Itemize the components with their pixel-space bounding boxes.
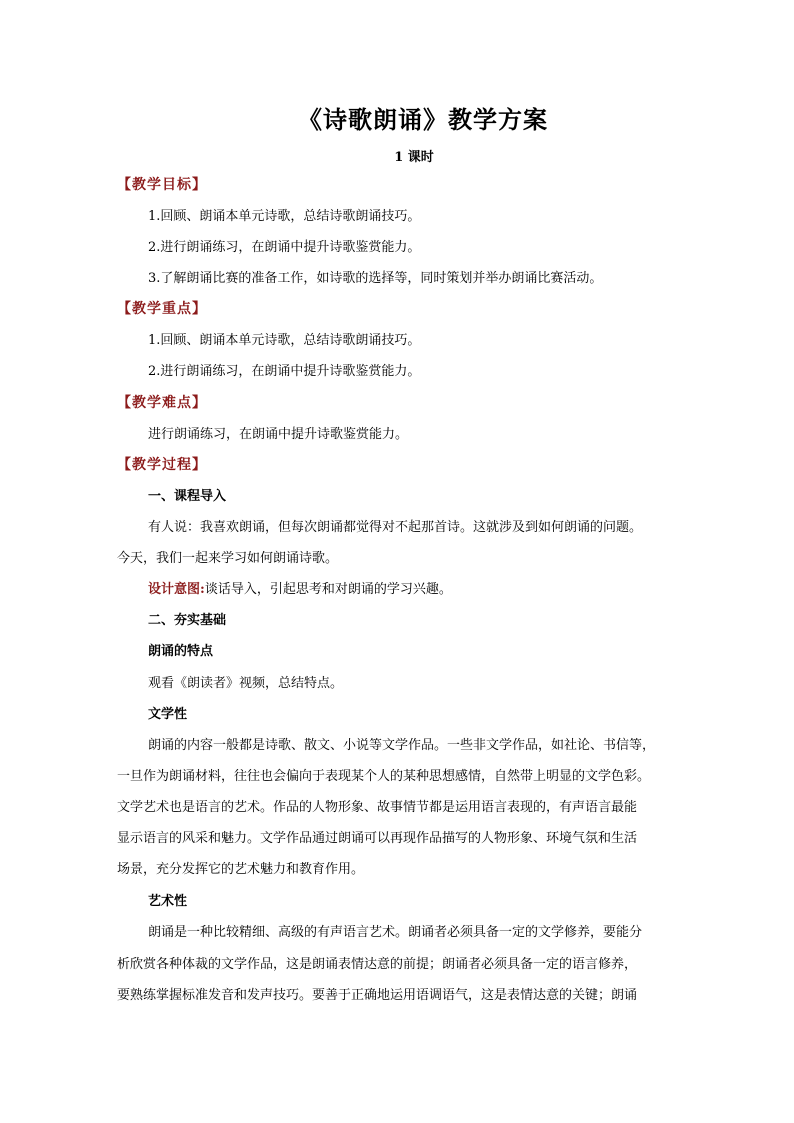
section-heading-difficulties: 【教学难点】 [117, 395, 207, 411]
key-point-item: 2.进行朗诵练习，在朗诵中提升诗歌鉴赏能力。 [148, 364, 421, 379]
literary-paragraph-line: 一旦作为朗诵材料，往往也会偏向于表现某个人的某种思想感情，自然带上明显的文学色彩。 [117, 769, 651, 784]
process-part2-heading: 二、夯实基础 [148, 613, 227, 628]
key-point-item: 1.回顾、朗诵本单元诗歌，总结诗歌朗诵技巧。 [148, 333, 421, 348]
design-intent-text: 谈话导入，引起思考和对朗诵的学习兴趣。 [204, 582, 452, 597]
literary-paragraph-line: 显示语言的风采和魅力。文学作品通过朗诵可以再现作品描写的人物形象、环境气氛和生活 [117, 831, 638, 846]
intro-paragraph-line: 今天，我们一起来学习如何朗诵诗歌。 [117, 551, 339, 566]
recitation-features-heading: 朗诵的特点 [148, 644, 214, 659]
recitation-features-text: 观看《朗读者》视频，总结特点。 [148, 676, 344, 691]
process-part1-heading: 一、课程导入 [148, 489, 227, 504]
artistic-paragraph-line: 要熟练掌握标准发音和发声技巧。要善于正确地运用语调语气，这是表情达意的关键；朗诵 [117, 988, 638, 1003]
literary-paragraph-line: 文学艺术也是语言的艺术。作品的人物形象、故事情节都是运用语言表现的，有声语言最能 [117, 800, 638, 815]
artistic-paragraph-line: 朗诵是一种比较精细、高级的有声语言艺术。朗诵者必须具备一定的文学修养，要能分 [148, 925, 643, 940]
goal-item: 3.了解朗诵比赛的准备工作，如诗歌的选择等，同时策划并举办朗诵比赛活动。 [148, 271, 603, 286]
literary-paragraph-line: 场景，充分发挥它的艺术魅力和教育作用。 [117, 862, 365, 877]
artistic-heading: 艺术性 [148, 894, 188, 909]
artistic-paragraph-line: 析欣赏各种体裁的文学作品，这是朗诵表情达意的前提；朗诵者必须具备一定的语言修养， [117, 957, 638, 972]
literary-heading: 文学性 [148, 707, 188, 722]
document-title: 《诗歌朗诵》教学方案 [298, 105, 548, 134]
document-subtitle: 1 课时 [394, 150, 434, 165]
design-intent-label: 设计意图: [148, 582, 205, 597]
goal-item: 2.进行朗诵练习，在朗诵中提升诗歌鉴赏能力。 [148, 240, 421, 255]
intro-paragraph-line: 有人说：我喜欢朗诵，但每次朗诵都觉得对不起那首诗。这就涉及到如何朗诵的问题。 [148, 520, 643, 535]
literary-paragraph-line: 朗诵的内容一般都是诗歌、散文、小说等文学作品。一些非文学作品，如社论、书信等， [148, 738, 656, 753]
goal-item: 1.回顾、朗诵本单元诗歌，总结诗歌朗诵技巧。 [148, 209, 421, 224]
section-heading-key-points: 【教学重点】 [117, 301, 207, 317]
difficulty-text: 进行朗诵练习，在朗诵中提升诗歌鉴赏能力。 [148, 427, 409, 442]
section-heading-process: 【教学过程】 [117, 457, 207, 473]
design-intent [148, 581, 452, 599]
section-heading-goals: 【教学目标】 [117, 177, 207, 193]
